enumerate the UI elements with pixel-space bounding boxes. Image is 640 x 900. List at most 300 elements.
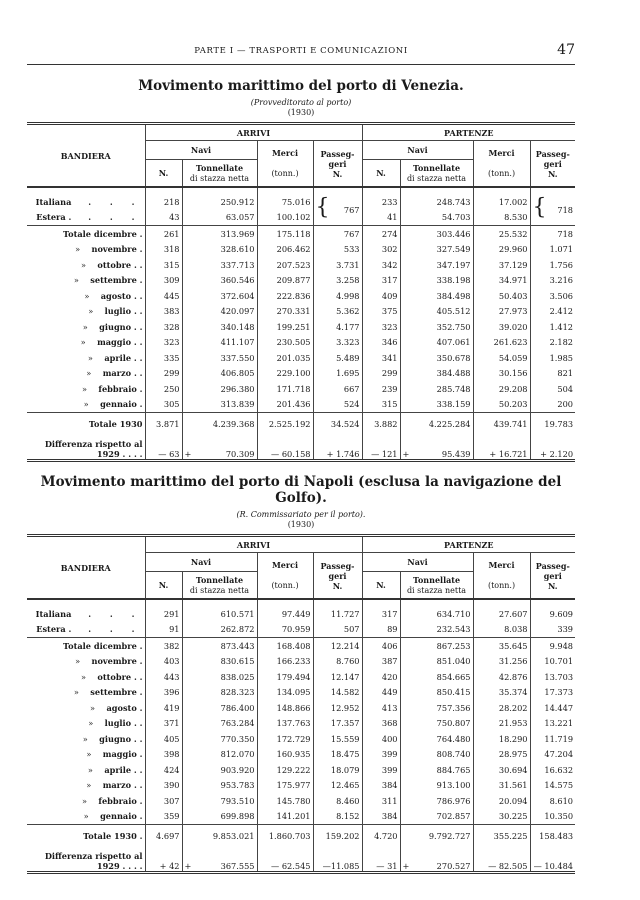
cell-par-merci: 30.694 xyxy=(473,762,530,778)
cell-arr-ton: 903.920 xyxy=(182,762,257,778)
cell-par-ton: 405.512 xyxy=(400,304,473,320)
cell-arr-pass: 18.475 xyxy=(313,747,362,763)
header-bandiera: BANDIERA xyxy=(27,536,145,600)
cell-arr-pass: 667 xyxy=(313,381,362,397)
brace-icon: { xyxy=(532,195,547,220)
cell-arr-pass: 4.998 xyxy=(313,288,362,304)
header-passeggeri-arrivi: Passeg- geri N. xyxy=(313,141,362,188)
cell-par-pass: + 2.120 xyxy=(530,435,575,461)
cell-arr-n: 405 xyxy=(145,731,182,747)
row-label: » settembre . xyxy=(73,275,143,286)
table-row-month xyxy=(27,700,575,716)
cell-arr-ton: 9.853.021 xyxy=(182,825,257,848)
cell-par-pass: 16.632 xyxy=(530,762,575,778)
cell-arr-merci: 175.977 xyxy=(257,778,313,794)
cell-par-pass: 9.609 xyxy=(530,606,575,622)
cell-par-merci: 34.971 xyxy=(473,273,530,289)
cell-arr-ton: 296.380 xyxy=(182,381,257,397)
table-row-flag xyxy=(27,210,575,226)
table-row-month xyxy=(27,366,575,382)
cell-arr-n: 396 xyxy=(145,685,182,701)
table-row-month xyxy=(27,226,575,242)
cell-par-n: 315 xyxy=(362,397,400,413)
cell-par-merci: 27.607 xyxy=(473,606,530,622)
table-row-month xyxy=(27,747,575,763)
cell-arr-merci: 171.718 xyxy=(257,381,313,397)
cell-par-n: 41 xyxy=(362,210,400,226)
cell-par-ton: + 270.527 xyxy=(400,847,473,873)
cell-par-pass: 9.948 xyxy=(530,638,575,654)
row-label: » aprile . . xyxy=(87,764,143,775)
cell-arr-pass: 12.147 xyxy=(313,669,362,685)
cell-arr-pass: 12.214 xyxy=(313,638,362,654)
table-row-total xyxy=(27,825,575,848)
cell-par-n: 384 xyxy=(362,778,400,794)
table-year: (1930) xyxy=(287,520,315,529)
cell-par-merci: 355.225 xyxy=(473,825,530,848)
cell-par-pass: 8.610 xyxy=(530,793,575,809)
cell-arr-n: 382 xyxy=(145,638,182,654)
cell-arr-ton: 360.546 xyxy=(182,273,257,289)
cell-arr-ton: 262.872 xyxy=(182,622,257,638)
cell-arr-merci: — 62.545 xyxy=(257,847,313,873)
cell-par-merci: 30.156 xyxy=(473,366,530,382)
cell-arr-merci: 2.525.192 xyxy=(257,413,313,436)
cell-par-merci: — 82.505 xyxy=(473,847,530,873)
cell-par-pass: 821 xyxy=(530,366,575,382)
cell-par-merci: 50.203 xyxy=(473,397,530,413)
cell-par-merci: 8.038 xyxy=(473,622,530,638)
cell-arr-n: + 42 xyxy=(145,847,182,873)
cell-arr-n: 4.697 xyxy=(145,825,182,848)
table-row-month xyxy=(27,242,575,258)
cell-arr-pass: 8.760 xyxy=(313,654,362,670)
cell-par-pass: 158.483 xyxy=(530,825,575,848)
table-title: Movimento marittimo del porto di Napoli (esclusa la navigazione del Golfo). xyxy=(40,474,562,506)
table-row-month xyxy=(27,381,575,397)
row-label: Estera . . . . xyxy=(36,624,143,635)
cell-arr-n: 250 xyxy=(145,381,182,397)
table-row-month xyxy=(27,257,575,273)
cell-arr-merci: 230.505 xyxy=(257,335,313,351)
running-head-title: PARTE I — TRASPORTI E COMUNICAZIONI xyxy=(194,46,408,56)
cell-par-ton: 248.743 xyxy=(400,194,473,210)
cell-arr-n: 383 xyxy=(145,304,182,320)
row-label: » marzo . . xyxy=(86,780,143,791)
cell-par-n: 406 xyxy=(362,638,400,654)
header-n-arrivi: N. xyxy=(145,572,182,600)
table-row-month xyxy=(27,716,575,732)
cell-par-pass: 19.783 xyxy=(530,413,575,436)
header-merci-arrivi: Merci (tonn.) xyxy=(257,553,313,600)
cell-par-ton: 750.807 xyxy=(400,716,473,732)
row-label: » maggio . . xyxy=(80,337,143,348)
table-row-difference xyxy=(27,847,575,873)
cell-arr-pass: 767 xyxy=(313,226,362,242)
cell-arr-merci: 222.836 xyxy=(257,288,313,304)
cell-par-ton: 854.665 xyxy=(400,669,473,685)
cell-arr-ton: 610.571 xyxy=(182,606,257,622)
cell-par-n: 89 xyxy=(362,622,400,638)
cell-arr-merci: 137.763 xyxy=(257,716,313,732)
cell-par-pass: 13.221 xyxy=(530,716,575,732)
cell-arr-n: 335 xyxy=(145,350,182,366)
row-label: » giugno . . xyxy=(82,733,143,744)
cell-arr-ton: 873.443 xyxy=(182,638,257,654)
table-row-month xyxy=(27,273,575,289)
cell-arr-n: 91 xyxy=(145,622,182,638)
cell-arr-merci: 199.251 xyxy=(257,319,313,335)
table-row-month xyxy=(27,335,575,351)
cell-arr-pass: 8.152 xyxy=(313,809,362,825)
cell-par-merci: 21.953 xyxy=(473,716,530,732)
cell-arr-pass: 34.524 xyxy=(313,413,362,436)
header-partenze: PARTENZE xyxy=(362,124,575,141)
cell-par-pass: 718 xyxy=(530,226,575,242)
row-label: » aprile . . xyxy=(87,352,143,363)
cell-par-pass: 10.350 xyxy=(530,809,575,825)
cell-arr-n: 218 xyxy=(145,194,182,210)
cell-arr-pass: 15.559 xyxy=(313,731,362,747)
table-row-month xyxy=(27,638,575,654)
cell-arr-merci: 166.233 xyxy=(257,654,313,670)
cell-arr-pass: 533 xyxy=(313,242,362,258)
cell-par-n: 317 xyxy=(362,273,400,289)
header-n-partenze: N. xyxy=(362,160,400,188)
cell-par-n: 239 xyxy=(362,381,400,397)
cell-par-n: 409 xyxy=(362,288,400,304)
cell-par-n: 387 xyxy=(362,654,400,670)
cell-arr-n: 315 xyxy=(145,257,182,273)
cell-par-merci: 28.975 xyxy=(473,747,530,763)
cell-arr-pass: 14.582 xyxy=(313,685,362,701)
cell-par-n: 302 xyxy=(362,242,400,258)
cell-arr-n: 305 xyxy=(145,397,182,413)
table-row-month xyxy=(27,304,575,320)
cell-arr-ton: 699.898 xyxy=(182,809,257,825)
cell-par-ton: 808.740 xyxy=(400,747,473,763)
cell-par-ton: 407.061 xyxy=(400,335,473,351)
header-passeggeri-partenze: Passeg- geri N. xyxy=(530,141,575,188)
cell-arr-ton: 793.510 xyxy=(182,793,257,809)
cell-par-merci: 31.561 xyxy=(473,778,530,794)
cell-arr-merci: 172.729 xyxy=(257,731,313,747)
row-label: » febbraio . xyxy=(82,383,143,394)
cell-par-merci: 54.059 xyxy=(473,350,530,366)
cell-arr-pass: 524 xyxy=(313,397,362,413)
cell-arr-ton: + 70.309 xyxy=(182,435,257,461)
cell-par-pass: 3.506 xyxy=(530,288,575,304)
cell-arr-n: 307 xyxy=(145,793,182,809)
cell-par-n: 399 xyxy=(362,762,400,778)
table-row-month xyxy=(27,288,575,304)
table-row-month xyxy=(27,778,575,794)
cell-par-pass: 339 xyxy=(530,622,575,638)
cell-par-ton: 384.498 xyxy=(400,288,473,304)
cell-arr-ton: 4.239.368 xyxy=(182,413,257,436)
napoli-section xyxy=(27,474,575,874)
cell-par-merci: 28.202 xyxy=(473,700,530,716)
cell-par-ton: + 95.439 xyxy=(400,435,473,461)
table-row-month xyxy=(27,762,575,778)
cell-par-ton: 9.792.727 xyxy=(400,825,473,848)
cell-par-ton: 850.415 xyxy=(400,685,473,701)
cell-arr-merci: 201.436 xyxy=(257,397,313,413)
cell-par-merci: 8.530 xyxy=(473,210,530,226)
row-label: Totale 1930 . xyxy=(27,825,145,848)
cell-arr-merci: 175.118 xyxy=(257,226,313,242)
cell-par-ton: 851.040 xyxy=(400,654,473,670)
cell-arr-merci: 141.201 xyxy=(257,809,313,825)
header-arrivi: ARRIVI xyxy=(145,536,362,553)
header-n-partenze: N. xyxy=(362,572,400,600)
cell-arr-ton: 406.805 xyxy=(182,366,257,382)
cell-arr-merci: 70.959 xyxy=(257,622,313,638)
row-label: Italiana . . . xyxy=(35,608,143,619)
cell-par-pass: 14.447 xyxy=(530,700,575,716)
cell-arr-merci: 201.035 xyxy=(257,350,313,366)
cell-par-pass: 1.412 xyxy=(530,319,575,335)
row-label: Differenza rispetto al 1929 . . . . xyxy=(27,847,145,873)
header-tonnellate-partenze: Tonnellate di stazza netta xyxy=(400,572,473,600)
cell-par-merci: 30.225 xyxy=(473,809,530,825)
row-label: » gennaio . xyxy=(83,811,143,822)
cell-par-n: 375 xyxy=(362,304,400,320)
cell-par-pass: 17.373 xyxy=(530,685,575,701)
row-label: Differenza rispetto al 1929 . . . . xyxy=(27,435,145,461)
cell-par-n: 341 xyxy=(362,350,400,366)
cell-arr-ton: 313.839 xyxy=(182,397,257,413)
cell-par-ton: 350.678 xyxy=(400,350,473,366)
cell-arr-ton: 812.070 xyxy=(182,747,257,763)
cell-par-ton: 757.356 xyxy=(400,700,473,716)
cell-arr-pass: —11.085 xyxy=(313,847,362,873)
cell-arr-n: 291 xyxy=(145,606,182,622)
table-row-month xyxy=(27,685,575,701)
cell-arr-ton: 372.604 xyxy=(182,288,257,304)
cell-arr-merci: 97.449 xyxy=(257,606,313,622)
cell-par-n: 4.720 xyxy=(362,825,400,848)
header-navi-partenze: Navi xyxy=(362,553,473,572)
cell-arr-ton: 838.025 xyxy=(182,669,257,685)
cell-arr-ton: 828.323 xyxy=(182,685,257,701)
row-label: » agosto . . xyxy=(84,290,143,301)
cell-arr-pass: 5.362 xyxy=(313,304,362,320)
header-partenze: PARTENZE xyxy=(362,536,575,553)
table-source: (Provveditorato al porto) xyxy=(250,98,352,107)
table-row-month xyxy=(27,397,575,413)
cell-arr-pass: 159.202 xyxy=(313,825,362,848)
cell-par-merci: 439.741 xyxy=(473,413,530,436)
cell-arr-n: 371 xyxy=(145,716,182,732)
row-label: » gennaio . xyxy=(83,399,143,410)
cell-arr-merci: 207.523 xyxy=(257,257,313,273)
cell-par-n: 233 xyxy=(362,194,400,210)
cell-arr-n: 43 xyxy=(145,210,182,226)
header-tonnellate-arrivi: Tonnellate di stazza netta xyxy=(182,160,257,188)
cell-par-pass: 3.216 xyxy=(530,273,575,289)
cell-arr-pass: 12.465 xyxy=(313,778,362,794)
row-label: » febbraio . xyxy=(82,795,143,806)
cell-par-ton: 384.488 xyxy=(400,366,473,382)
cell-arr-pass: 1.695 xyxy=(313,366,362,382)
cell-arr-ton: + 367.555 xyxy=(182,847,257,873)
cell-arr-ton: 337.713 xyxy=(182,257,257,273)
row-label: Italiana . . . xyxy=(35,196,143,207)
cell-arr-ton: 313.969 xyxy=(182,226,257,242)
cell-arr-n: 424 xyxy=(145,762,182,778)
cell-arr-ton: 411.107 xyxy=(182,335,257,351)
cell-par-pass: 1.985 xyxy=(530,350,575,366)
cell-par-n: 413 xyxy=(362,700,400,716)
header-navi-partenze: Navi xyxy=(362,141,473,160)
cell-arr-merci: 229.100 xyxy=(257,366,313,382)
cell-par-n: 317 xyxy=(362,606,400,622)
cell-par-ton: 867.253 xyxy=(400,638,473,654)
cell-par-ton: 338.198 xyxy=(400,273,473,289)
cell-arr-n: 261 xyxy=(145,226,182,242)
table-row-difference xyxy=(27,435,575,461)
cell-par-merci: 35.374 xyxy=(473,685,530,701)
cell-arr-merci: 100.102 xyxy=(257,210,313,226)
cell-arr-ton: 250.912 xyxy=(182,194,257,210)
cell-arr-n: — 63 xyxy=(145,435,182,461)
cell-par-merci: 31.256 xyxy=(473,654,530,670)
cell-par-merci: 20.094 xyxy=(473,793,530,809)
cell-arr-ton: 420.097 xyxy=(182,304,257,320)
cell-arr-ton: 63.057 xyxy=(182,210,257,226)
cell-arr-n: 443 xyxy=(145,669,182,685)
cell-arr-pass: 17.357 xyxy=(313,716,362,732)
cell-par-n: 3.882 xyxy=(362,413,400,436)
cell-par-n: 311 xyxy=(362,793,400,809)
cell-par-ton: 54.703 xyxy=(400,210,473,226)
cell-par-ton: 347.197 xyxy=(400,257,473,273)
cell-arr-ton: 830.615 xyxy=(182,654,257,670)
row-label: » ottobre . . xyxy=(80,671,143,682)
cell-arr-n: 390 xyxy=(145,778,182,794)
cell-arr-pass: 507 xyxy=(313,622,362,638)
row-label: » giugno . . xyxy=(82,321,143,332)
port-movement-table xyxy=(27,534,575,874)
row-label: Estera . . . . xyxy=(36,212,143,223)
cell-par-merci: 50.403 xyxy=(473,288,530,304)
cell-arr-pass: 8.460 xyxy=(313,793,362,809)
table-row-month xyxy=(27,319,575,335)
cell-par-ton: 634.710 xyxy=(400,606,473,622)
cell-par-merci: 42.876 xyxy=(473,669,530,685)
table-year: (1930) xyxy=(287,108,315,117)
cell-arr-n: 419 xyxy=(145,700,182,716)
cell-par-n: 368 xyxy=(362,716,400,732)
cell-arr-n: 403 xyxy=(145,654,182,670)
cell-par-merci: 35.645 xyxy=(473,638,530,654)
cell-par-n: 274 xyxy=(362,226,400,242)
cell-arr-merci: 129.222 xyxy=(257,762,313,778)
cell-par-ton: 764.480 xyxy=(400,731,473,747)
row-label: Totale dicembre . xyxy=(27,638,145,654)
brace-icon: { xyxy=(315,195,330,220)
cell-par-n: 420 xyxy=(362,669,400,685)
cell-par-pass: 11.719 xyxy=(530,731,575,747)
table-row-total xyxy=(27,413,575,436)
header-navi-arrivi: Navi xyxy=(145,141,257,160)
cell-arr-ton: 328.610 xyxy=(182,242,257,258)
header-arrivi: ARRIVI xyxy=(145,124,362,141)
cell-par-ton: 232.543 xyxy=(400,622,473,638)
cell-arr-merci: 209.877 xyxy=(257,273,313,289)
cell-arr-merci: 179.494 xyxy=(257,669,313,685)
cell-arr-n: 445 xyxy=(145,288,182,304)
table-title: Movimento marittimo del porto di Venezia. xyxy=(138,78,464,94)
cell-arr-merci: 134.095 xyxy=(257,685,313,701)
cell-arr-ton: 786.400 xyxy=(182,700,257,716)
cell-par-ton: 352.750 xyxy=(400,319,473,335)
row-label: » novembre . xyxy=(75,656,143,667)
cell-par-n: 342 xyxy=(362,257,400,273)
port-movement-table xyxy=(27,122,575,462)
cell-par-pass: { 718 xyxy=(530,194,575,226)
cell-par-n: 299 xyxy=(362,366,400,382)
row-label: » maggio . xyxy=(86,749,143,760)
header-n-arrivi: N. xyxy=(145,160,182,188)
cell-par-merci: 25.532 xyxy=(473,226,530,242)
cell-par-merci: 39.020 xyxy=(473,319,530,335)
table-row-flag xyxy=(27,622,575,638)
cell-par-ton: 913.100 xyxy=(400,778,473,794)
cell-par-merci: 18.290 xyxy=(473,731,530,747)
cell-par-ton: 786.976 xyxy=(400,793,473,809)
cell-par-ton: 4.225.284 xyxy=(400,413,473,436)
cell-arr-n: 398 xyxy=(145,747,182,763)
cell-par-pass: 2.412 xyxy=(530,304,575,320)
cell-arr-merci: 270.331 xyxy=(257,304,313,320)
cell-arr-pass: 4.177 xyxy=(313,319,362,335)
cell-par-merci: 27.973 xyxy=(473,304,530,320)
cell-par-pass: 47.204 xyxy=(530,747,575,763)
cell-arr-pass: 18.079 xyxy=(313,762,362,778)
cell-par-pass: — 10.484 xyxy=(530,847,575,873)
cell-arr-pass: { 767 xyxy=(313,194,362,226)
page-number: 47 xyxy=(557,42,575,58)
header-passeggeri-partenze: Passeg- geri N. xyxy=(530,553,575,600)
header-merci-partenze: Merci (tonn.) xyxy=(473,553,530,600)
cell-par-n: 384 xyxy=(362,809,400,825)
header-bandiera: BANDIERA xyxy=(27,124,145,188)
cell-par-merci: 37.129 xyxy=(473,257,530,273)
cell-par-n: 449 xyxy=(362,685,400,701)
cell-arr-n: 3.871 xyxy=(145,413,182,436)
cell-arr-n: 323 xyxy=(145,335,182,351)
table-row-month xyxy=(27,350,575,366)
table-source: (R. Commissariato per il porto). xyxy=(236,510,366,519)
cell-par-merci: 261.623 xyxy=(473,335,530,351)
row-label: » marzo . . xyxy=(86,368,143,379)
cell-par-n: — 121 xyxy=(362,435,400,461)
header-tonnellate-partenze: Tonnellate di stazza netta xyxy=(400,160,473,188)
cell-arr-ton: 953.783 xyxy=(182,778,257,794)
row-label: » agosto . xyxy=(90,702,143,713)
cell-arr-merci: 206.462 xyxy=(257,242,313,258)
cell-par-ton: 327.549 xyxy=(400,242,473,258)
cell-par-n: 400 xyxy=(362,731,400,747)
table-row-flag xyxy=(27,606,575,622)
row-label: » settembre . xyxy=(73,687,143,698)
cell-arr-n: 328 xyxy=(145,319,182,335)
header-merci-arrivi: Merci (tonn.) xyxy=(257,141,313,188)
cell-par-ton: 303.446 xyxy=(400,226,473,242)
cell-arr-n: 359 xyxy=(145,809,182,825)
